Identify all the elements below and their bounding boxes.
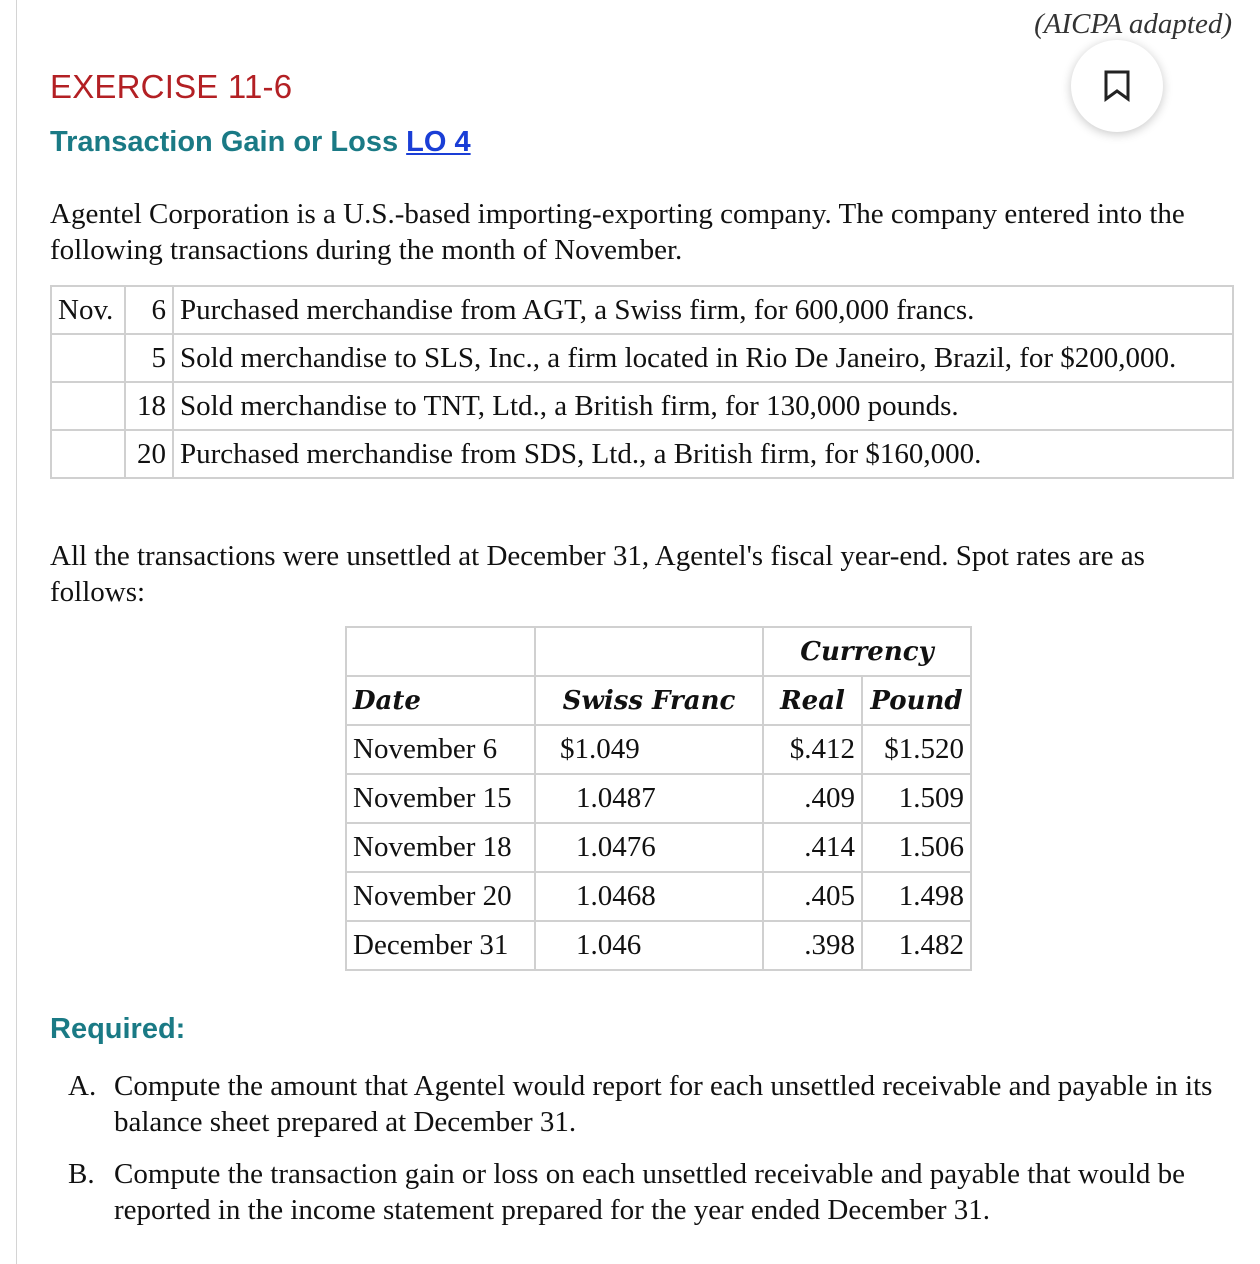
- exercise-subtitle: [50, 126, 471, 159]
- header-spacer: [346, 627, 535, 676]
- date-cell: November 20: [346, 872, 535, 921]
- transactions-table: [50, 285, 1234, 479]
- franc-cell: $1.049: [535, 725, 763, 774]
- real-cell: .405: [763, 872, 862, 921]
- bookmark-icon: [1103, 70, 1131, 102]
- month-cell: [51, 430, 125, 478]
- attribution: (AICPA adapted): [1034, 8, 1232, 40]
- header-spacer: [535, 627, 763, 676]
- pound-cell: $1.520: [862, 725, 971, 774]
- month-cell: [51, 334, 125, 382]
- item-text: Compute the amount that Agentel would report for each unsettled receivable and payable in its balance sheet prepared at December 31.: [114, 1070, 1213, 1138]
- item-text: Compute the transaction gain or loss on each unsettled receivable and payable that would be reported in the income statement prepared for the year ended December 31.: [114, 1158, 1186, 1226]
- subtitle-text: Transaction Gain or Loss: [50, 126, 399, 158]
- intro-paragraph: Agentel Corporation is a U.S.-based importing-exporting company. The company entered into the following transactions during the month of November.: [50, 198, 1185, 266]
- date-cell: November 15: [346, 774, 535, 823]
- franc-cell: 1.046: [535, 921, 763, 970]
- table-row: [346, 725, 971, 774]
- table-row: [346, 921, 971, 970]
- day-cell: 20: [125, 430, 173, 478]
- bookmark-button[interactable]: [1071, 40, 1163, 132]
- table-header-row: [346, 676, 971, 725]
- month-cell: Nov.: [51, 286, 125, 334]
- exercise-title: EXERCISE 11-6: [50, 68, 293, 105]
- table-row: [346, 872, 971, 921]
- table-row: [51, 382, 1233, 430]
- franc-cell: 1.0476: [535, 823, 763, 872]
- pound-cell: 1.509: [862, 774, 971, 823]
- franc-cell: 1.0468: [535, 872, 763, 921]
- transaction-description: Sold merchandise to TNT, Ltd., a British firm, for 130,000 pounds.: [173, 382, 1233, 430]
- month-cell: [51, 382, 125, 430]
- pound-cell: 1.498: [862, 872, 971, 921]
- spot-rates-intro: All the transactions were unsettled at December 31, Agentel's fiscal year-end. Spot rates are as follows:: [50, 540, 1145, 608]
- item-label: B.: [68, 1158, 95, 1190]
- real-cell: $.412: [763, 725, 862, 774]
- day-cell: 6: [125, 286, 173, 334]
- column-header-real: Real: [763, 676, 862, 725]
- real-cell: .414: [763, 823, 862, 872]
- currency-group-header: Currency: [763, 627, 971, 676]
- transaction-description: Sold merchandise to SLS, Inc., a firm located in Rio De Janeiro, Brazil, for $200,000.: [173, 334, 1233, 382]
- pound-cell: 1.506: [862, 823, 971, 872]
- table-row: [346, 774, 971, 823]
- page-left-border: [16, 0, 17, 1264]
- day-cell: 18: [125, 382, 173, 430]
- franc-cell: 1.0487: [535, 774, 763, 823]
- item-label: A.: [68, 1070, 97, 1102]
- real-cell: .409: [763, 774, 862, 823]
- day-cell: 5: [125, 334, 173, 382]
- real-cell: .398: [763, 921, 862, 970]
- table-row: [346, 823, 971, 872]
- column-header-date: Date: [346, 676, 535, 725]
- spot-rates-table: [345, 626, 972, 971]
- transaction-description: Purchased merchandise from AGT, a Swiss firm, for 600,000 francs.: [173, 286, 1233, 334]
- learning-objective-link[interactable]: LO 4: [406, 126, 471, 158]
- column-header-pound: Pound: [862, 676, 971, 725]
- list-item: [68, 1068, 1238, 1140]
- required-heading: Required:: [50, 1013, 186, 1045]
- table-header-row: [346, 627, 971, 676]
- date-cell: December 31: [346, 921, 535, 970]
- pound-cell: 1.482: [862, 921, 971, 970]
- table-row: [51, 334, 1233, 382]
- required-list: [68, 1068, 1238, 1244]
- transaction-description: Purchased merchandise from SDS, Ltd., a British firm, for $160,000.: [173, 430, 1233, 478]
- list-item: [68, 1156, 1238, 1228]
- date-cell: November 18: [346, 823, 535, 872]
- column-header-swiss-franc: Swiss Franc: [535, 676, 763, 725]
- table-row: [51, 430, 1233, 478]
- table-row: [51, 286, 1233, 334]
- date-cell: November 6: [346, 725, 535, 774]
